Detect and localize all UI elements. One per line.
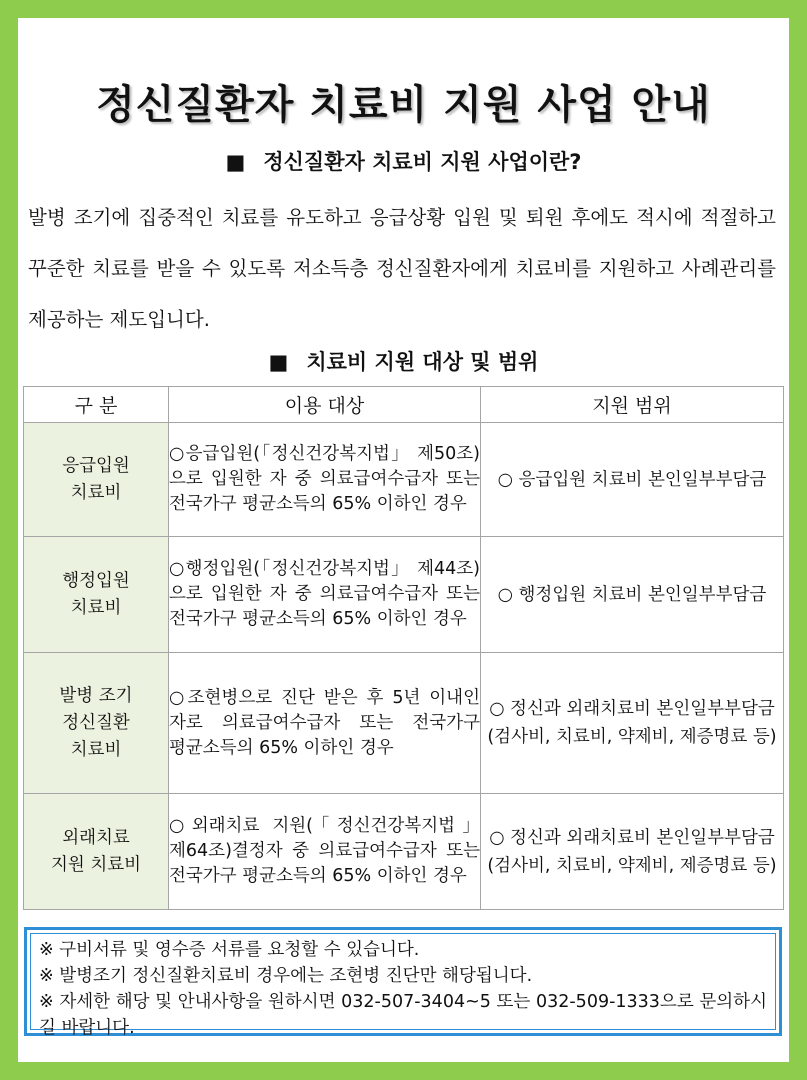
table-row <box>24 653 784 794</box>
table-header-row <box>24 387 784 423</box>
row-category: 외래치료 지원 치료비 <box>24 794 169 910</box>
table-row <box>24 537 784 653</box>
section-heading-scope <box>18 346 789 376</box>
notice-sheet <box>18 18 789 1062</box>
section-heading-text: 정신질환자 치료비 지원 사업이란? <box>263 150 582 174</box>
note-item: ※ 구비서류 및 영수증 서류를 요청할 수 있습니다. <box>39 940 420 960</box>
square-bullet-icon: ■ <box>268 350 289 374</box>
row-target: ○행정입원(「정신건강복지법」 제44조)으로 입원한 자 중 의료급여수급자 또는 전국가구 평균소득의 65% 이하인 경우 <box>169 537 481 653</box>
row-range: ○ 정신과 외래치료비 본인일부부담금 (검사비, 치료비, 약제비, 제증명료 등) <box>481 794 784 910</box>
row-range: ○ 정신과 외래치료비 본인일부부담금 (검사비, 치료비, 약제비, 제증명료 등) <box>481 653 784 794</box>
section-heading-text: 치료비 지원 대상 및 범위 <box>306 350 539 374</box>
header-range: 지원 범위 <box>481 387 784 423</box>
notes-box <box>24 927 782 1036</box>
row-category: 응급입원 치료비 <box>24 423 169 537</box>
row-range: ○ 행정입원 치료비 본인일부부담금 <box>481 537 784 653</box>
table-row <box>24 423 784 537</box>
header-target: 이용 대상 <box>169 387 481 423</box>
header-category: 구 분 <box>24 387 169 423</box>
square-bullet-icon: ■ <box>225 150 246 174</box>
row-target: ○응급입원(「정신건강복지법」 제50조)으로 입원한 자 중 의료급여수급자 또는 전국가구 평균소득의 65% 이하인 경우 <box>169 423 481 537</box>
note-item: ※ 발병조기 정신질환치료비 경우에는 조현병 진단만 해당됩니다. <box>39 966 533 986</box>
page-title: 정신질환자 치료비 지원 사업 안내 <box>96 82 711 128</box>
row-category: 행정입원 치료비 <box>24 537 169 653</box>
row-range: ○ 응급입원 치료비 본인일부부담금 <box>481 423 784 537</box>
row-target: ○조현병으로 진단 받은 후 5년 이내인 자로 의료급여수급자 또는 전국가구 평균소득의 65% 이하인 경우 <box>169 653 481 794</box>
support-scope-table <box>23 386 784 910</box>
notes-inner <box>30 933 776 1038</box>
intro-paragraph: 발병 조기에 집중적인 치료를 유도하고 응급상황 입원 및 퇴원 후에도 적시에 적절하고 꾸준한 치료를 받을 수 있도록 저소득층 정신질환자에게 치료비를 지원하고 사례관리를 제공하는 제도입니다. <box>28 206 776 331</box>
section-heading-about <box>18 146 789 176</box>
row-target: ○외래치료 지원(「정신건강복지법」제64조)결정자 중 의료급여수급자 또는 전국가구 평균소득의 65% 이하인 경우 <box>169 794 481 910</box>
note-item: ※ 자세한 해당 및 안내사항을 원하시면 032-507-3404~5 또는 032-509-1333으로 문의하시길 바랍니다. <box>39 992 767 1038</box>
row-category: 발병 조기 정신질환 치료비 <box>24 653 169 794</box>
table-row <box>24 794 784 910</box>
